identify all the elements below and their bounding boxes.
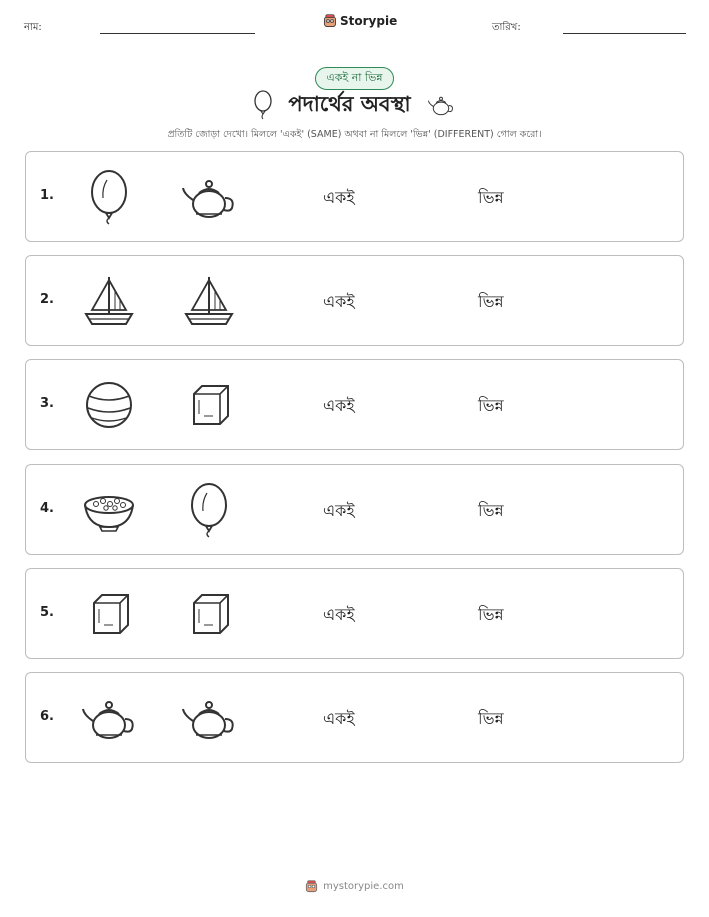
storypie-mascot-icon — [323, 14, 337, 28]
row-number: 4. — [40, 501, 54, 516]
row-number: 5. — [40, 605, 54, 620]
exercise-row — [25, 359, 684, 450]
option-different[interactable]: ভিন্ন — [478, 709, 504, 728]
sailboat-icon — [80, 272, 138, 330]
option-different[interactable]: ভিন্ন — [478, 605, 504, 624]
balloon-icon — [80, 168, 138, 226]
ice-cube-icon — [80, 585, 138, 643]
ice-cube-icon — [180, 585, 238, 643]
exercise-row — [25, 568, 684, 659]
cereal-bowl-icon — [80, 481, 138, 539]
option-same[interactable]: একই — [323, 396, 355, 415]
teapot-icon — [180, 689, 238, 747]
teapot-icon — [180, 168, 238, 226]
instructions: প্রতিটি জোড়া দেখো। মিললে 'একই' (SAME) অথবা না মিললে 'ভিন্ন' (DIFFERENT) গোল করো। — [167, 129, 542, 140]
date-label: তারিখ: — [492, 22, 521, 33]
ball-icon — [80, 376, 138, 434]
ice-cube-icon — [180, 376, 238, 434]
topic-badge: একই না ভিন্ন — [315, 67, 394, 90]
option-same[interactable]: একই — [323, 605, 355, 624]
page-title: পদার্থের অবস্থা — [288, 91, 411, 116]
sailboat-icon — [180, 272, 238, 330]
footer — [0, 880, 709, 893]
option-different[interactable]: ভিন্ন — [478, 501, 504, 520]
exercise-row — [25, 151, 684, 242]
row-number: 2. — [40, 292, 54, 307]
title-row — [0, 90, 709, 120]
option-same[interactable]: একই — [323, 501, 355, 520]
exercise-row — [25, 255, 684, 346]
teapot-icon — [425, 91, 457, 119]
row-number: 6. — [40, 709, 54, 724]
option-same[interactable]: একই — [323, 292, 355, 311]
option-different[interactable]: ভিন্ন — [478, 292, 504, 311]
row-number: 1. — [40, 188, 54, 203]
teapot-icon — [80, 689, 138, 747]
storypie-mascot-icon — [305, 880, 318, 893]
balloon-icon — [252, 90, 274, 120]
brand-name: Storypie — [340, 14, 398, 28]
footer-site[interactable]: mystorypie.com — [323, 881, 404, 892]
option-different[interactable]: ভিন্ন — [478, 396, 504, 415]
exercise-row — [25, 464, 684, 555]
option-same[interactable]: একই — [323, 188, 355, 207]
option-different[interactable]: ভিন্ন — [478, 188, 504, 207]
row-number: 3. — [40, 396, 54, 411]
date-line[interactable] — [563, 33, 686, 34]
name-line[interactable] — [100, 33, 255, 34]
option-same[interactable]: একই — [323, 709, 355, 728]
exercise-row — [25, 672, 684, 763]
balloon-icon — [180, 481, 238, 539]
brand-logo — [323, 14, 397, 28]
name-label: নাম: — [24, 22, 42, 33]
